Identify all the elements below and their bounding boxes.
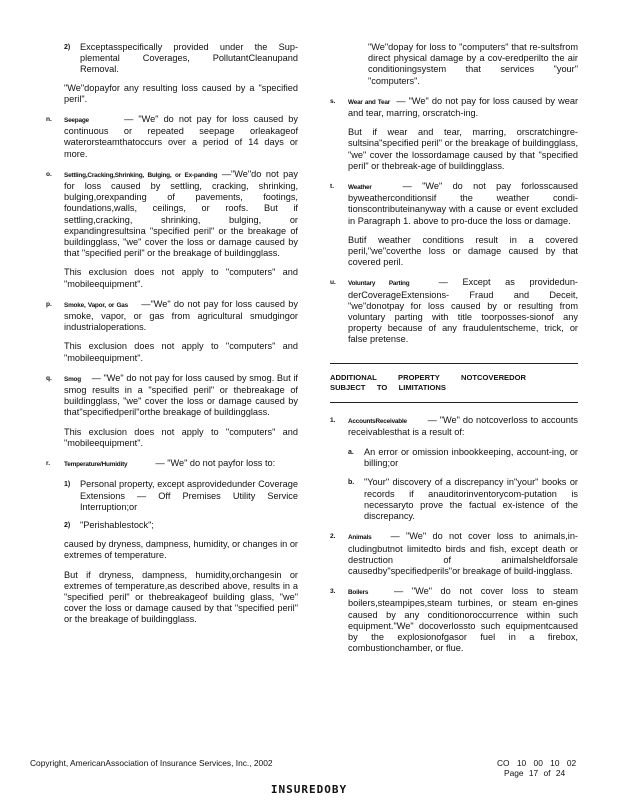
- property-text: — "We" do not cover loss to steam boilers,steampipes,steam turbines, or steam en-gines caused by any conditionoroccurrence within such equipment."We" docoverlossto such equipmentcaused by the explosionofgasor fuel in a firebox, combustionchamber, or flue.: [348, 586, 578, 654]
- heading-word: PROPERTY: [398, 372, 440, 382]
- exclusion-q: [46, 373, 298, 419]
- property-1-a: [330, 447, 578, 469]
- sub-text: "Perishablestock";: [80, 519, 154, 530]
- exclusion-text: — "We" do not pay for loss caused by smog. But if smog results in a "specified peril" or thebreakage of buildingglass, "we" cover the loss or damage caused by that"specifiedperil"orthe breakage of buildingglass.: [64, 372, 298, 418]
- property-marker: 3.: [330, 588, 336, 596]
- heading-word: NOTCOVEREDOR: [461, 372, 526, 382]
- exclusion-t: [330, 181, 578, 227]
- clause-text: Exceptasspecifically provided under the Sup-plemental Coverages, PollutantCleanupand Removal.: [80, 42, 298, 75]
- sub-marker: 1): [64, 481, 71, 489]
- exclusion-p: [46, 299, 298, 334]
- exclusion-text: — "We" do not payfor loss to:: [155, 458, 276, 469]
- exclusion-title: Temperature/Humidity: [64, 461, 128, 469]
- exclusion-title: Weather: [348, 184, 372, 192]
- heading-word: SUBJECT: [330, 383, 366, 393]
- paragraph: "We"dopay for loss to "computers" that re-sultsfrom direct physical damage by a cov-eredperilto the air conditioningsystem that services "your" "computers".: [368, 42, 578, 86]
- property-1-b: [330, 477, 578, 522]
- exclusion-title: Settling,Cracking,Shrinking, Bulging, or Ex-panding: [64, 171, 218, 179]
- sub-text: An error or omission inbookkeeping, account-ing, or billing;or: [364, 447, 578, 469]
- sub-text: Personal property, except asprovidedunder Coverage Extensions — Off Premises Utility Service Interruption;or: [80, 479, 298, 512]
- exclusion-r: [46, 458, 298, 470]
- exclusion-u: [330, 277, 578, 345]
- property-marker: 1.: [330, 416, 336, 424]
- exclusion-marker: t.: [330, 183, 335, 191]
- sub-marker: b.: [348, 479, 355, 487]
- exclusion-marker: q.: [46, 374, 52, 382]
- sub-text: "Your" discovery of a discrepancy in"your" books or records if anauditorinventorycom-putation is necessaryto prove the factual ex-istence of the discrepancy.: [364, 477, 578, 522]
- page-number: Page 17 of 24: [504, 768, 566, 778]
- exclusion-title: Voluntary Parting: [348, 280, 410, 288]
- right-column: [330, 42, 578, 654]
- exclusion-title: Smog: [64, 375, 81, 383]
- form-info: [497, 758, 577, 778]
- exclusion-marker: s.: [330, 97, 336, 105]
- exclusion-marker: u.: [330, 279, 336, 287]
- left-column: [46, 42, 298, 626]
- paragraph: "We"dopayfor any resulting loss caused by a "specified peril".: [64, 82, 298, 104]
- exclusion-r-2: [46, 520, 298, 531]
- paragraph: caused by dryness, dampness, humidity, or changes in or extremes of temperature.: [64, 539, 298, 561]
- property-text: — "We" do notcoverloss to accounts receivablesthat is a result of:: [348, 414, 578, 437]
- exclusion-marker: n.: [46, 116, 52, 124]
- exclusion-r-1: [46, 479, 298, 513]
- clause-marker: 2): [64, 44, 71, 51]
- form-number: CO 10 00 10 02: [497, 758, 577, 768]
- heading-word: ADDITIONAL: [330, 372, 377, 382]
- exclusion-n: [46, 114, 298, 160]
- property-title: Animals: [348, 534, 372, 542]
- exclusion-note: But if wear and tear, marring, orscratchingre-sultsina"specified peril" or the breakage of buildingglass, "we" cover the lossordamage caused by that "specified peril" or thebreak-age of buildingglass.: [348, 127, 578, 171]
- exclusion-note: This exclusion does not apply to "computers" and "mobileequipment".: [64, 267, 298, 289]
- heading-word: TO: [376, 383, 388, 393]
- property-title: AccountsReceivable: [348, 417, 407, 425]
- exclusion-note: This exclusion does not apply to "computers" and "mobileequipment".: [64, 341, 298, 363]
- property-marker: 2.: [330, 533, 336, 541]
- paragraph: But if dryness, dampness, humidity,orchangesin or extremes of temperature,as described above, results in a "specified peril" or thebreakageof building glass, "we" cover the loss or damage caused by that "specified peril" or the breakage of buildingglass.: [64, 569, 298, 625]
- exclusion-text: — "We" do not pay forlosscaused byweatherconditionsif the weather condi-tionscontributeinanyway with a cause or event excluded in Paragraph 1. above to pro-duce the loss or damage.: [348, 181, 578, 226]
- section-heading: [330, 373, 578, 394]
- exclusion-note: This exclusion does not apply to "computers" and "mobileequipment".: [64, 426, 298, 448]
- divider: [330, 363, 578, 364]
- divider: [330, 402, 578, 403]
- exclusion-note: Butif weather conditions result in a covered peril,"we"coverthe loss or damage caused by that covered peril.: [348, 234, 578, 268]
- exclusion-text: — Except as providedun-derCoverageExtensions- Fraud and Deceit, "we"donotpay for loss caused by or resulting from voluntary parting with title toorposses-sionof any property because of any fraudulentscheme, trick, or false pretense.: [348, 277, 578, 345]
- property-2: [330, 531, 578, 577]
- exclusion-s: [330, 96, 578, 119]
- clause-2: [46, 42, 298, 76]
- exclusion-text: —"We" do not pay for loss caused by smoke, vapor, or gas from agricultural smudgingor industrialoperations.: [64, 298, 298, 333]
- property-1: [330, 415, 578, 438]
- property-text: — "We" do not cover loss to animals,in-cludingbutnot limitedto birds and fish, except death or destruction of animalsheldforsale causedby"specifiedperils"or breakage of build-ingglass.: [348, 531, 578, 576]
- exclusion-o: [46, 169, 298, 260]
- sub-marker: 2): [64, 521, 71, 529]
- exclusion-text: — "We" do not pay for loss caused by continuous or repeated seepage orleakageof waterorsteamthatoccurs over a period of 14 days or more.: [64, 114, 298, 159]
- exclusion-marker: o.: [46, 170, 52, 178]
- property-3: [330, 586, 578, 654]
- property-title: Boilers: [348, 589, 369, 597]
- exclusion-marker: p.: [46, 300, 52, 308]
- exclusion-title: Wear and Tear: [348, 98, 391, 106]
- exclusion-title: Seepage: [64, 117, 89, 125]
- heading-word: LIMITATIONS: [398, 383, 446, 393]
- copyright-notice: Copyright, AmericanAssociation of Insurance Services, Inc., 2002: [30, 758, 273, 768]
- sub-marker: a.: [348, 449, 354, 457]
- exclusion-text: —"We"do not pay for loss caused by settling, cracking, shrinking, bulging,orexpanding of pavements, footings, foundations,walls, ceilings, or roofs. But if settling,cracking, shrinking, bulging, or expandingresultsina "specified peril" or the breakage of buildingglass, "we" cover the loss or damage caused by that "specified peril" or the breakage of buildingglass.: [64, 168, 298, 259]
- brand-watermark: INSUREDOBY: [270, 783, 348, 796]
- exclusion-text: — "We" do not pay for loss caused by wear and tear, marring, orscratch-ing.: [348, 95, 578, 119]
- exclusion-title: Smoke, Vapor, or Gas: [64, 301, 128, 309]
- exclusion-marker: r.: [46, 460, 51, 468]
